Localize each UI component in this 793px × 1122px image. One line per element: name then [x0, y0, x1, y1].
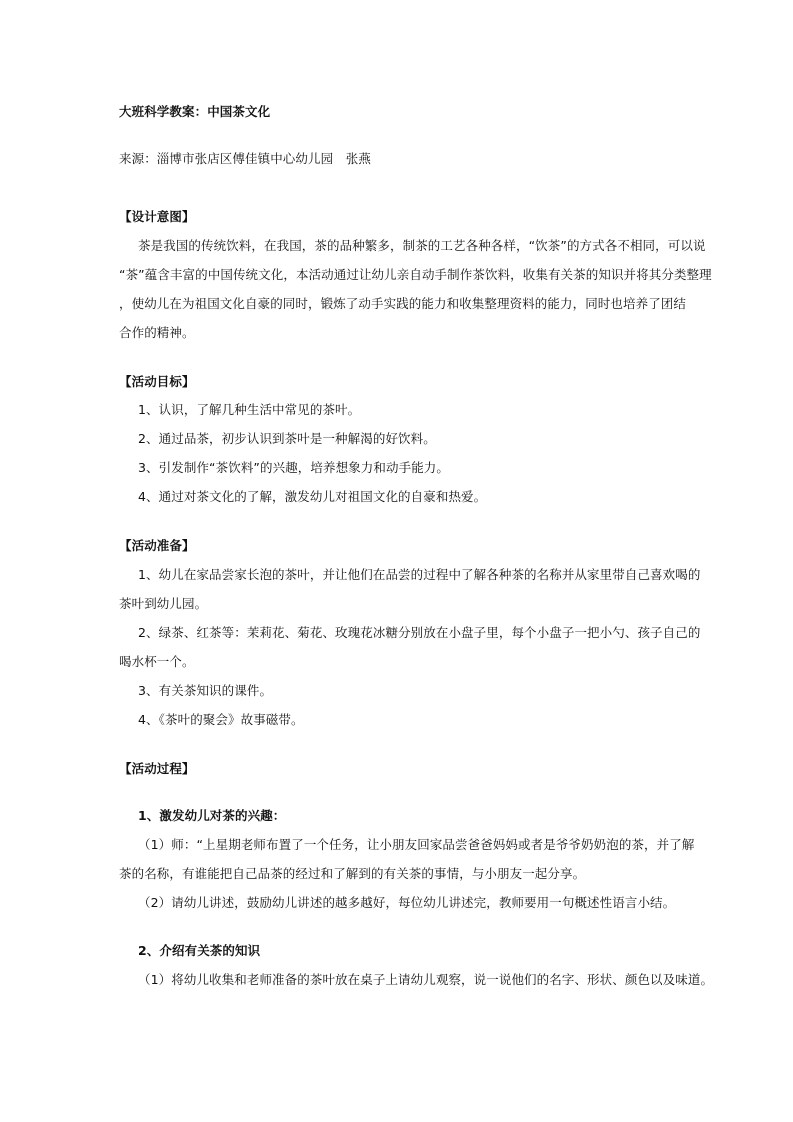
step-1-title: 1、激发幼儿对茶的兴趣：: [138, 808, 286, 823]
paragraph-line: 喝水杯一个。: [119, 654, 195, 669]
paragraph-line: （1）将幼儿收集和老师准备的茶叶放在桌子上请幼儿观察，说一说他们的名字、形状、颜色以及味道。: [138, 972, 714, 987]
paragraph-line: 2、绿茶、红茶等：茉莉花、菊花、玫瑰花冰糖分别放在小盘子里，每个小盘子一把小勺、孩子自己的: [138, 625, 701, 640]
paragraph-line: （1）师：“上星期老师布置了一个任务，让小朋友回家品尝爸爸妈妈或者是爷爷奶奶泡的茶，并了解: [138, 837, 695, 852]
goals-heading: 【活动目标】: [119, 374, 195, 389]
step-2-title: 2、介绍有关茶的知识: [138, 943, 261, 958]
paragraph-line: “茶”蕴含丰富的中国传统文化，本活动通过让幼儿亲自动手制作茶饮料，收集有关茶的知识并将其分类整理: [119, 267, 712, 282]
list-item: 1、认识，了解几种生活中常见的茶叶。: [138, 402, 361, 417]
paragraph-line: 茶的名称，有谁能把自己品茶的经过和了解到的有关茶的事情，与小朋友一起分享。: [119, 866, 586, 881]
paragraph-line: ，使幼儿在为祖国文化自豪的同时，锻炼了动手实践的能力和收集整理资料的能力，同时也培养了团结: [119, 296, 687, 311]
paragraph-line: （2）请幼儿讲述，鼓励幼儿讲述的越多越好，每位幼儿讲述完，教师要用一句概述性语言小结。: [138, 895, 676, 910]
paragraph-line: 茶叶到幼儿园。: [119, 596, 208, 611]
paragraph-line: 合作的精神。: [119, 325, 195, 340]
list-item: 4、通过对茶文化的了解，激发幼儿对祖国文化的自豪和热爱。: [138, 489, 487, 504]
paragraph-line: 茶是我国的传统饮料，在我国，茶的品种繁多，制茶的工艺各种各样，“饮茶”的方式各不相同，可以说: [138, 238, 706, 253]
paragraph-line: 1、幼儿在家品尝家长泡的茶叶，并让他们在品尝的过程中了解各种茶的名称并从家里带自己喜欢喝的: [138, 567, 701, 582]
process-heading: 【活动过程】: [119, 761, 195, 776]
design-intent-heading: 【设计意图】: [119, 209, 195, 224]
list-item: 3、引发制作“茶饮料”的兴趣，培养想象力和动手能力。: [138, 460, 450, 475]
document-title: 大班科学教案：中国茶文化: [119, 104, 271, 119]
paragraph-line: 4、《茶叶的聚会》故事磁带。: [138, 712, 304, 727]
preparation-heading: 【活动准备】: [119, 538, 195, 553]
list-item: 2、通过品茶，初步认识到茶叶是一种解渴的好饮料。: [138, 431, 436, 446]
source-line: 来源：淄博市张店区傅佳镇中心幼儿园 张燕: [119, 151, 372, 166]
paragraph-line: 3、有关茶知识的课件。: [138, 683, 273, 698]
